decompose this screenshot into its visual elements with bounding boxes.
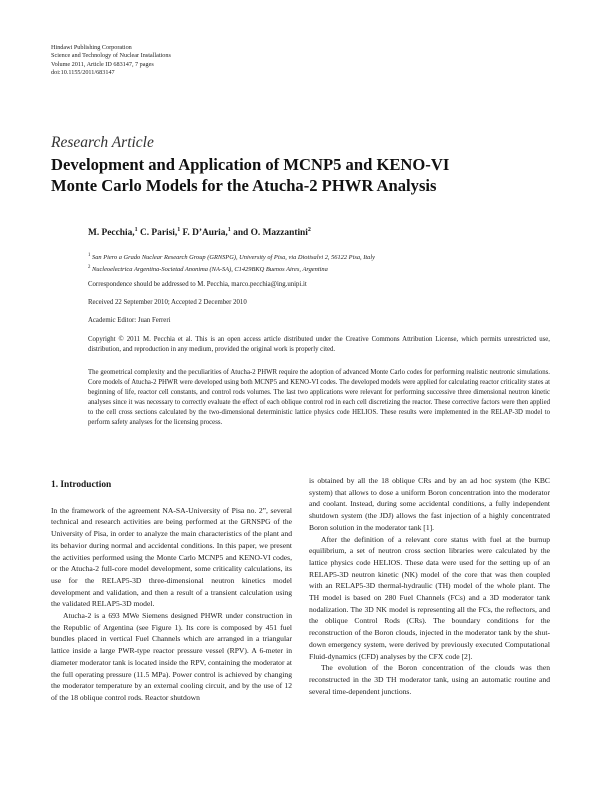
journal-line: Science and Technology of Nuclear Installations bbox=[51, 52, 171, 60]
abstract: The geometrical complexity and the peculiarities of Atucha-2 PHWR require the adoption of advanced Monte Carlo codes for performing realistic neutronic simulations. Core models of Atucha-2 PHWR were developed using both MCNP5 and KENO-VI codes. The developed models were applied for calculating reactor criticality states at beginning of life, reactor cell constants, and control rods volumes. The last two applications were relevant for performing successive three dimensional neutron kinetic analyses since it was necessary to correctly evaluate the effect of each oblique control rod in each cell discretizing the reactor. These corrective factors were then applied to the cell cross sections calculated by the two-dimensional deterministic lattice physics code HELIOS. These results were implemented in the RELAP-3D model to perform safety analyses for the licensing process. bbox=[88, 369, 550, 426]
author-name: F. D’Auria, bbox=[180, 228, 228, 239]
left-column bbox=[51, 480, 292, 704]
right-column bbox=[309, 475, 550, 697]
journal-header bbox=[51, 44, 171, 77]
author-affiliation-mark: 1 bbox=[134, 227, 138, 233]
paragraph: In the framework of the agreement NA-SA-University of Pisa no. 2”, several technical and research activities are being performed at the GRNSPG of the University of Pisa, in order to analyze the main characteristics of the plant and its behavior during normal and accidental conditions. In this paper, we present the activities performed using the Monte Carlo MCNP5 and KENO-VI codes, or the Atucha-2 full-core model development, some criticality calculations, its use for the RELAP5-3D three-dimensional neutron kinetics model development and validation, and then a result of a transient calculation using the validated RELAP5-3D model. bbox=[51, 505, 292, 609]
title-line-1: Development and Application of MCNP5 and KENO-VI bbox=[51, 155, 450, 174]
affiliations bbox=[88, 251, 375, 275]
received-date: Received 22 September 2010; Accepted 2 December 2010 bbox=[88, 299, 247, 306]
author-name: and O. Mazzantini bbox=[230, 228, 308, 239]
doi-line: doi:10.1155/2011/683147 bbox=[51, 68, 115, 76]
title-line-2: Monte Carlo Models for the Atucha-2 PHWR Analysis bbox=[51, 176, 437, 195]
affiliation-2: $^2$ Nucleoelectrica Argentina-Societad Anonima (NA-SA), C1429BKQ Buenos Aires, Argentina bbox=[88, 265, 328, 274]
author-affiliation-mark: 2 bbox=[307, 227, 311, 233]
correspondence: Correspondence should be addressed to M. Pecchia, marco.pecchia@ing.unipi.it bbox=[88, 281, 307, 288]
author-affiliation-mark: 1 bbox=[227, 227, 231, 233]
paragraph: The evolution of the Boron concentration of the clouds was then reconstructed in the 3D TH moderator tank, using an automatic routine and several time-dependent junctions. bbox=[309, 663, 550, 696]
copyright-notice: Copyright © 2011 M. Pecchia et al. This is an open access article distributed under the Creative Commons Attribution License, which permits unrestricted use, distribution, and reproduction in any medium, provided the original work is properly cited. bbox=[88, 336, 550, 353]
author-affiliation-mark: 1 bbox=[177, 227, 181, 233]
affiliation-1: $^1$ San Piero a Grado Nuclear Research Group (GRNSPG), University of Pisa, via Diotisalvi 2, 56122 Pisa, Italy bbox=[88, 253, 375, 262]
paragraph: After the definition of a relevant core status with fuel at the burnup equilibrium, a set of neutron cross section libraries were calculated by the lattice physics code HELIOS. These data were used for the setting up of an RELAP5-3D neutron kinetic (NK) model of the core that was then coupled with an RELAP5-3D thermal-hydraulic (TH) model of the whole plant. The TH model is based on 280 Fuel Channels (FCs) and a 3D moderator tank nodalization. The 3D NK model is representing all the FCs, the reflectors, and the oblique Control Rods (CRs). The boundary conditions for the reconstruction of the Boron clouds, injected in the moderator tank by the shut-down emergency system, were derived by previously executed Computational Fluid-dynamics (CFD) analyses by the CFX code [2]. bbox=[309, 534, 550, 661]
article-type: Research Article bbox=[51, 134, 154, 151]
author-list bbox=[88, 227, 311, 238]
academic-editor: Academic Editor: Juan Ferreri bbox=[88, 317, 171, 324]
publisher-line: Hindawi Publishing Corporation bbox=[51, 44, 132, 51]
volume-line: Volume 2011, Article ID 683147, 7 pages bbox=[51, 60, 154, 68]
author-name: M. Pecchia, bbox=[88, 228, 135, 239]
paragraph: Atucha-2 is a 693 MWe Siemens designed PHWR under construction in the Republic of Argentina (see Figure 1). Its core is composed by 451 fuel bundles placed in vertical Fuel Channels which are arranged in a triangular lattice inside a large PWR-type reactor pressure vessel (RPV). A 6-meter in diameter moderator tank is located inside the RPV, containing the moderator at the full operating pressure (11.5 MPa). Power control is achieved by changing the moderator temperature by an external cooling circuit, and by the use of 12 of the 18 oblique control rods. Reactor shutdown bbox=[51, 611, 292, 702]
author-name: C. Parisi, bbox=[137, 228, 178, 239]
paper-title bbox=[51, 154, 571, 196]
section-title: 1. Introduction bbox=[51, 480, 112, 490]
paragraph: is obtained by all the 18 oblique CRs and by an ad hoc system (the KBC system) that allows to dose a uniform Boron concentration into the moderator and coolant. Instead, during some accidental conditions, a fully independent shutdown system (the JDJ) allows the fast injection of a highly concentrated Boron solution in the moderator tank [1]. bbox=[309, 476, 550, 532]
